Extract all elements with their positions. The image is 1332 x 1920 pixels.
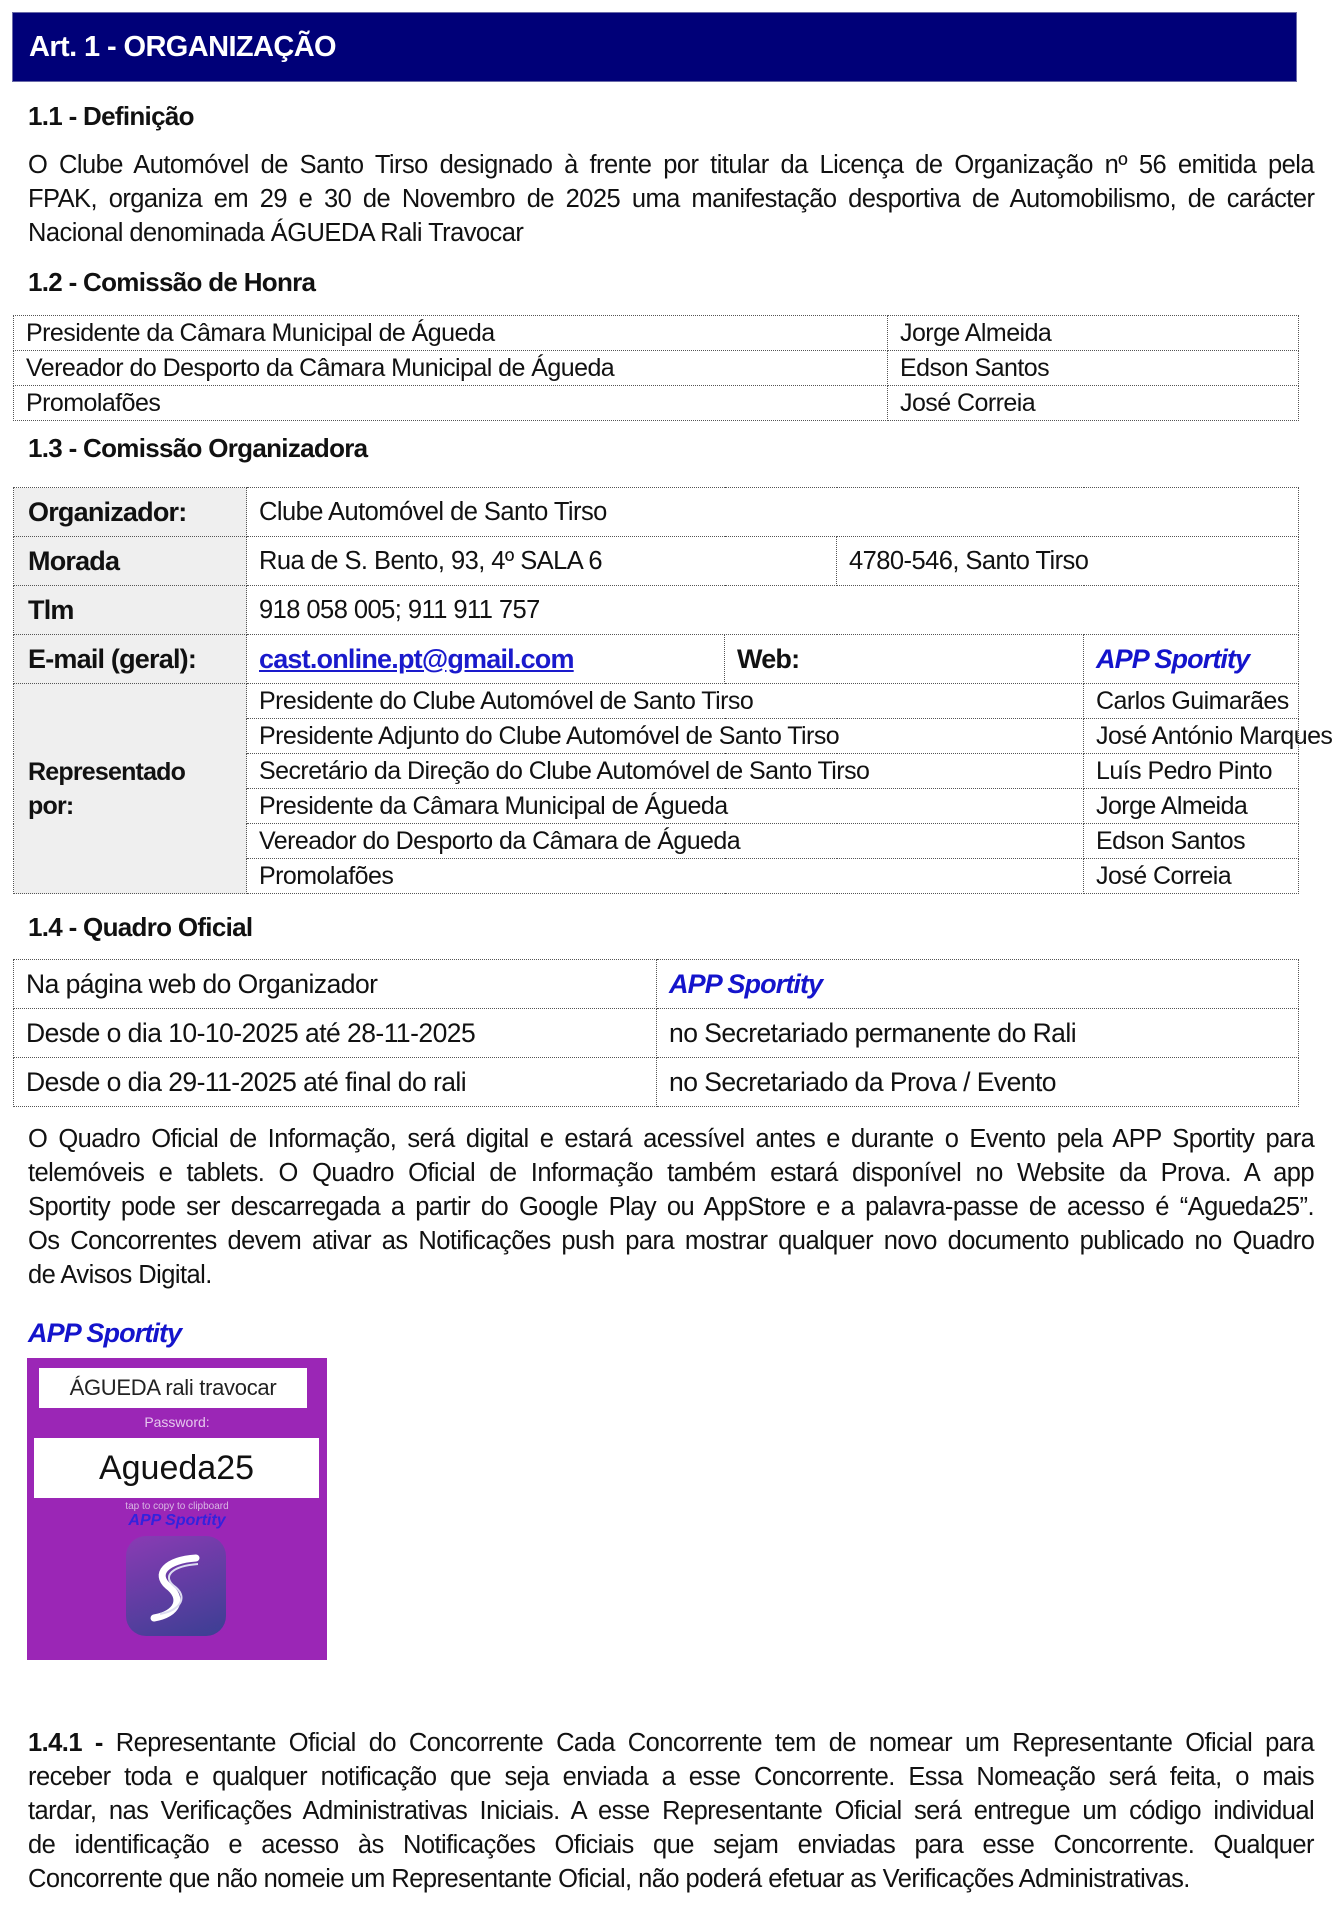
table-row (14, 537, 1299, 586)
article-title: Art. 1 - ORGANIZAÇÃO (29, 31, 337, 63)
table-row (14, 386, 1299, 421)
paragraph-line: Concorrente que não nomeie um Representante Oficial, não poderá efetuar as Verificações Administrativas. (28, 1865, 1190, 1893)
representative-name: Carlos Guimarães (1084, 684, 1299, 719)
web-value-cell (1084, 635, 1299, 684)
paragraph-line: FPAK, organiza em 29 e 30 de Novembro de 2025 uma manifestação desportiva de Automobilismo, de carácter (28, 185, 1315, 213)
web-label: Web: (737, 643, 800, 674)
paragraph-line: tardar, nas Verificações Administrativas Iniciais. A esse Representante Oficial será entregue um código individual (28, 1797, 1315, 1825)
official-representative-paragraph (28, 1726, 1314, 1896)
address-street: Rua de S. Bento, 93, 4º SALA 6 (247, 537, 837, 586)
board-where-cell (657, 960, 1299, 1009)
official-board-table (13, 959, 1299, 1107)
paragraph-line: telemóveis e tablets. O Quadro Oficial de Informação também estará disponível no Website da Prova. A app (28, 1159, 1314, 1187)
representative-role: Vereador do Desporto da Câmara de Águeda (247, 824, 1084, 859)
paragraph-line: Nacional denominada ÁGUEDA Rali Travocar (28, 219, 524, 247)
board-paragraph (28, 1122, 1314, 1292)
representative-name: Edson Santos (1084, 824, 1299, 859)
section-heading-comissao-honra: 1.2 - Comissão de Honra (28, 267, 316, 297)
paragraph-line (28, 1726, 1314, 1760)
honor-role: Promolafões (14, 386, 888, 421)
honor-name: Jorge Almeida (888, 316, 1299, 351)
board-when: Desde o dia 29-11-2025 até final do rali (14, 1058, 657, 1107)
app-password-value: Agueda25 (34, 1438, 319, 1498)
table-row (14, 635, 1299, 684)
organizing-committee-table (13, 487, 1332, 894)
represented-label-line: por: (28, 791, 74, 820)
sportity-logo-icon (126, 1536, 226, 1636)
web-app-link[interactable]: APP Sportity (1096, 643, 1250, 674)
table-row (14, 1009, 1299, 1058)
paragraph-line: Sportity pode ser descarregada a partir do Google Play ou AppStore e a palavra-passe de acesso é “Agueda25”. (28, 1193, 1314, 1221)
board-when: Desde o dia 10-10-2025 até 28-11-2025 (14, 1009, 657, 1058)
paragraph-text: Representante Oficial do Concorrente Cada Concorrente tem de nomear um Representante Oficial para (102, 1729, 1314, 1757)
representative-role: Presidente do Clube Automóvel de Santo Tirso (247, 684, 1084, 719)
table-row (14, 960, 1299, 1009)
subsection-number: 1.4.1 - (28, 1729, 103, 1757)
table-row (14, 586, 1299, 635)
representative-name: José Correia (1084, 859, 1299, 894)
app-copy-hint: tap to copy to clipboard (125, 1501, 229, 1512)
representative-name: Jorge Almeida (1084, 789, 1299, 824)
table-row (14, 684, 1299, 719)
app-brand: APP Sportity (128, 1512, 226, 1529)
paragraph-line: receber toda e qualquer notificação que seja enviada a esse Concorrente. Essa Nomeação será feita, o mais (28, 1763, 1315, 1791)
honor-name: Edson Santos (888, 351, 1299, 386)
honor-committee-table (13, 315, 1299, 421)
app-event-name: ÁGUEDA rali travocar (39, 1368, 307, 1408)
article-header-bar (12, 12, 1297, 82)
table-row (14, 351, 1299, 386)
web-label-cell (725, 635, 1084, 684)
table-row (14, 316, 1299, 351)
email-link[interactable]: cast.online.pt@gmail.com (259, 643, 574, 674)
honor-role: Presidente da Câmara Municipal de Águeda (14, 316, 888, 351)
representative-role: Presidente Adjunto do Clube Automóvel de Santo Tirso (247, 719, 1084, 754)
app-screenshot-image (27, 1358, 327, 1660)
representative-name: Luís Pedro Pinto (1084, 754, 1299, 789)
board-where: no Secretariado da Prova / Evento (657, 1058, 1299, 1107)
app-sportity-title: APP Sportity (28, 1318, 182, 1348)
table-row (14, 488, 1299, 537)
paragraph-line: de Avisos Digital. (28, 1261, 212, 1289)
sportity-s-glyph-icon (126, 1536, 226, 1636)
board-when: Na página web do Organizador (14, 960, 657, 1009)
address-city: 4780-546, Santo Tirso (837, 537, 1299, 586)
represented-label-line: Representado (28, 757, 186, 786)
email-cell (247, 635, 725, 684)
represented-by-label (14, 684, 247, 894)
app-password-label: Password: (144, 1414, 210, 1430)
section-heading-quadro-oficial: 1.4 - Quadro Oficial (28, 912, 253, 942)
phone-label: Tlm (14, 586, 247, 635)
representative-role: Presidente da Câmara Municipal de Águeda (247, 789, 1084, 824)
honor-role: Vereador do Desporto da Câmara Municipal de Águeda (14, 351, 888, 386)
board-app-link[interactable]: APP Sportity (669, 968, 823, 999)
email-label: E-mail (geral): (14, 635, 247, 684)
board-where: no Secretariado permanente do Rali (657, 1009, 1299, 1058)
paragraph-line: O Quadro Oficial de Informação, será digital e estará acessível antes e durante o Evento pela APP Sportity para (28, 1125, 1315, 1153)
paragraph-line: O Clube Automóvel de Santo Tirso designado à frente por titular da Licença de Organização nº 56 emitida pela (28, 151, 1314, 179)
paragraph-line: de identificação e acesso às Notificações Oficiais que sejam enviadas para esse Concorrente. Qualquer (28, 1831, 1314, 1859)
honor-name: José Correia (888, 386, 1299, 421)
organizer-label: Organizador: (14, 488, 247, 537)
table-row (14, 1058, 1299, 1107)
representative-role: Secretário da Direção do Clube Automóvel de Santo Tirso (247, 754, 1084, 789)
address-label: Morada (14, 537, 247, 586)
representative-role: Promolafões (247, 859, 1084, 894)
paragraph-line: Os Concorrentes devem ativar as Notificações push para mostrar qualquer novo documento publicado no Quadro (28, 1227, 1315, 1255)
section-heading-definicao: 1.1 - Definição (28, 101, 194, 131)
representative-name: José António Marques (1084, 719, 1299, 754)
definition-paragraph (28, 148, 1314, 250)
section-heading-comissao-organizadora: 1.3 - Comissão Organizadora (28, 433, 368, 463)
phone-value: 918 058 005; 911 911 757 (247, 586, 1299, 635)
organizer-value: Clube Automóvel de Santo Tirso (247, 488, 1299, 537)
